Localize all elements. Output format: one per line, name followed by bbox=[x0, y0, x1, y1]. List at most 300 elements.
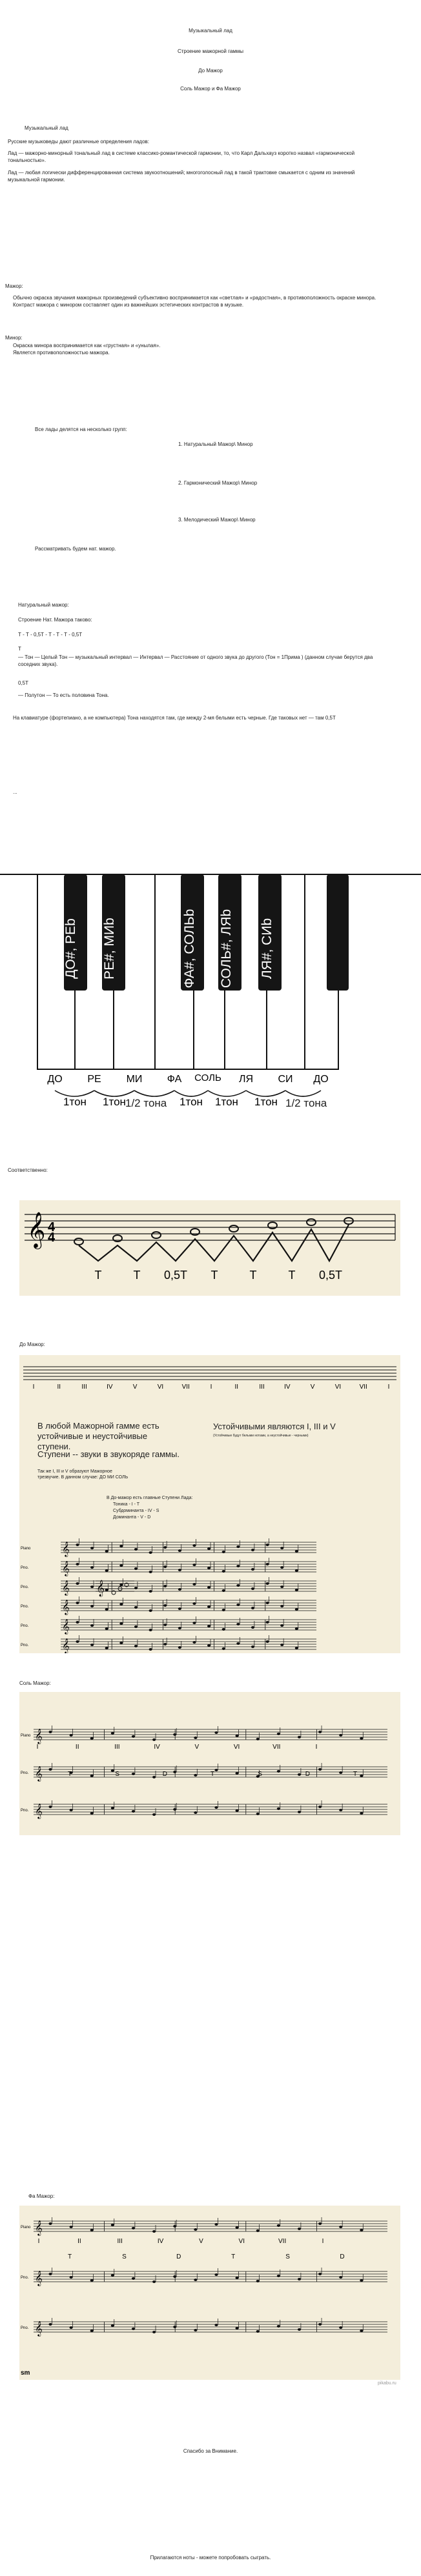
note bbox=[48, 2323, 52, 2326]
staff-label: Piano bbox=[21, 1547, 31, 1551]
note bbox=[173, 2326, 176, 2328]
note bbox=[339, 1809, 342, 1811]
treble-clef-icon: 𝄞 bbox=[35, 2221, 43, 2235]
fa-major-panel bbox=[19, 2206, 400, 2380]
note bbox=[256, 2280, 260, 2282]
note bbox=[76, 1563, 79, 1565]
note bbox=[119, 1622, 123, 1625]
scale-formula: Т - Т - 0,5Т - Т - Т - Т - 0,5Т bbox=[18, 632, 83, 638]
note bbox=[360, 1775, 363, 1777]
section-heading: Натуральный мажор: bbox=[18, 602, 69, 608]
note bbox=[207, 1586, 211, 1589]
note bbox=[251, 1568, 254, 1571]
note bbox=[163, 1643, 167, 1645]
note bbox=[360, 2329, 363, 2332]
note bbox=[70, 2226, 73, 2228]
note bbox=[119, 1603, 123, 1605]
roman-numeral: I bbox=[32, 1384, 35, 1391]
note bbox=[339, 1734, 342, 1736]
term: Т bbox=[18, 646, 21, 652]
note bbox=[90, 2329, 94, 2332]
note bbox=[48, 1731, 52, 1733]
note bbox=[192, 1622, 196, 1624]
roman-numeral: IV bbox=[284, 1384, 291, 1391]
roman-numeral: I bbox=[387, 1384, 390, 1391]
note bbox=[192, 1583, 196, 1585]
note bbox=[214, 2223, 218, 2226]
note bbox=[70, 2326, 73, 2329]
note bbox=[134, 1587, 138, 1589]
note bbox=[236, 1584, 240, 1587]
paragraph: Доминанта - V - D bbox=[113, 1515, 151, 1520]
note bbox=[256, 1813, 260, 1815]
list-item: 3. Мелодический Мажор\ Минор bbox=[178, 517, 256, 523]
note bbox=[236, 1809, 239, 1812]
note bbox=[134, 1645, 138, 1647]
section-heading: Мажор: bbox=[5, 283, 23, 289]
sol-major-panel bbox=[19, 1692, 400, 1835]
key-label: ЛЯ bbox=[238, 1074, 254, 1085]
paragraph: Окраска минора воспринимается как «грустная» и «унылая». bbox=[13, 343, 161, 348]
roman-numeral: I bbox=[210, 1384, 212, 1391]
roman-numeral: S bbox=[258, 1771, 263, 1778]
note bbox=[119, 1584, 123, 1586]
note bbox=[360, 1737, 363, 1740]
note bbox=[134, 1625, 138, 1628]
key-label: ДО bbox=[313, 1074, 329, 1085]
roman-numeral: I bbox=[322, 2238, 324, 2245]
staff-label: Pno. bbox=[21, 1605, 29, 1609]
note bbox=[360, 2229, 363, 2231]
note bbox=[132, 1810, 135, 1813]
note bbox=[149, 1571, 152, 1573]
note bbox=[251, 1626, 254, 1629]
note bbox=[163, 1565, 167, 1568]
interval-label: 0,5Т bbox=[318, 1269, 343, 1282]
black-key-label: ДО#, РЕb bbox=[63, 918, 78, 979]
roman-numeral: VII bbox=[359, 1384, 367, 1391]
roman-numeral: T bbox=[353, 1771, 358, 1778]
treble-clef-icon: 𝄞 bbox=[35, 2322, 43, 2336]
note bbox=[298, 1811, 301, 1813]
paragraph: — Тон — Целый Тон — музыкальный интервал — Интервал — Расстояние от одного звука до другого (Тон = 1Прима ) (данном случае берутся два соседних звука). bbox=[18, 654, 373, 667]
note bbox=[119, 1545, 123, 1547]
page-subtitle: Соль Мажор и Фа Мажор bbox=[180, 86, 241, 92]
roman-numeral: D bbox=[176, 2253, 181, 2260]
note bbox=[295, 1608, 298, 1611]
corner-mark: sm bbox=[21, 2370, 30, 2377]
note bbox=[149, 1648, 152, 1651]
fa-major-staves bbox=[21, 2217, 387, 2337]
key-label: СИ bbox=[278, 1074, 293, 1085]
note bbox=[105, 1550, 108, 1553]
note bbox=[111, 2224, 114, 2226]
note bbox=[152, 2230, 156, 2233]
note bbox=[192, 1564, 196, 1566]
note bbox=[134, 1567, 138, 1570]
note bbox=[90, 1605, 94, 1607]
roman-numeral: IV bbox=[107, 1384, 113, 1391]
note bbox=[207, 1547, 211, 1550]
treble-clef-icon: 𝄞 bbox=[62, 1600, 70, 1615]
note bbox=[277, 1770, 280, 1773]
roman-numeral: VI bbox=[233, 1744, 240, 1751]
paragraph: Так же I, III и V образуют Мажорное трезвучие. В данном случае: ДО МИ СОЛЬ bbox=[37, 1469, 128, 1480]
roman-numeral: II bbox=[57, 1384, 61, 1391]
note bbox=[178, 1588, 181, 1591]
roman-numeral: VII bbox=[278, 2238, 287, 2245]
staff-label: Pno. bbox=[21, 2276, 29, 2280]
treble-clef-icon: 𝄞 bbox=[62, 1581, 70, 1595]
staff-label: Pno. bbox=[21, 1771, 29, 1775]
note bbox=[132, 1735, 135, 1738]
note bbox=[90, 1547, 94, 1549]
staff-label: Pno. bbox=[21, 1566, 29, 1570]
note bbox=[134, 1606, 138, 1609]
piano-black-key bbox=[327, 874, 349, 991]
note bbox=[295, 1627, 298, 1630]
staff-label: Pno. bbox=[21, 2326, 29, 2330]
note bbox=[280, 1566, 283, 1569]
note bbox=[236, 1772, 239, 1775]
note bbox=[298, 2228, 301, 2230]
note bbox=[280, 1547, 283, 1549]
note bbox=[173, 2275, 176, 2278]
note bbox=[277, 2224, 280, 2227]
note bbox=[48, 2273, 52, 2275]
interval-label: Т bbox=[133, 1269, 141, 1282]
note bbox=[90, 1644, 94, 1646]
note bbox=[194, 1736, 197, 1739]
black-key-label: РЕ#, МИb bbox=[102, 918, 117, 980]
scale-note bbox=[74, 1238, 83, 1245]
interval-label: 1/2 тона bbox=[125, 1097, 167, 1109]
note bbox=[132, 1773, 135, 1775]
note bbox=[266, 1563, 269, 1565]
note bbox=[339, 2226, 342, 2228]
note bbox=[178, 1627, 181, 1629]
scale-strip bbox=[19, 1200, 400, 1296]
note bbox=[76, 1602, 79, 1604]
interval-label: Т bbox=[211, 1269, 218, 1282]
note bbox=[119, 1642, 123, 1644]
note bbox=[266, 1544, 269, 1546]
paragraph: Соответственно: bbox=[8, 1167, 48, 1173]
roman-numeral: II bbox=[75, 1744, 79, 1751]
note bbox=[76, 1621, 79, 1624]
note bbox=[90, 2229, 94, 2231]
treble-clef-icon: 𝄞 bbox=[35, 1729, 43, 1744]
roman-numeral: S bbox=[115, 1771, 120, 1778]
treble-clef-icon: 𝄞 bbox=[35, 2271, 43, 2286]
note bbox=[214, 1806, 218, 1809]
list-item: 1. Натуральный Мажор\ Минор bbox=[178, 441, 253, 447]
note bbox=[251, 1645, 254, 1648]
staff-label: Piano bbox=[21, 2226, 31, 2229]
note bbox=[277, 1733, 280, 1735]
note bbox=[214, 2324, 218, 2326]
treble-clef-icon: 𝄞 bbox=[62, 1639, 70, 1653]
note bbox=[277, 1807, 280, 1810]
note bbox=[132, 2328, 135, 2330]
note bbox=[111, 1732, 114, 1735]
note bbox=[194, 2329, 197, 2331]
note bbox=[90, 1775, 94, 1777]
note bbox=[90, 1737, 94, 1740]
note bbox=[360, 2279, 363, 2282]
page-subtitle: Строение мажорной гаммы bbox=[177, 48, 244, 54]
note bbox=[277, 2275, 280, 2277]
note bbox=[90, 1812, 94, 1815]
note bbox=[149, 1629, 152, 1631]
svg-text:4: 4 bbox=[48, 1231, 56, 1245]
note bbox=[105, 1608, 108, 1611]
note bbox=[163, 1624, 167, 1626]
treble-clef-icon: 𝄞 bbox=[35, 1804, 43, 1818]
roman-numeral: I bbox=[36, 1744, 39, 1751]
note bbox=[222, 1647, 225, 1650]
roman-numeral: V bbox=[310, 1384, 315, 1391]
note bbox=[90, 1566, 94, 1569]
note bbox=[173, 1808, 176, 1811]
key-label: МИ bbox=[126, 1074, 143, 1085]
note bbox=[295, 1589, 298, 1591]
roman-numeral: IV bbox=[154, 1744, 160, 1751]
note bbox=[134, 1548, 138, 1551]
treble-clef-icon: 𝄞 bbox=[96, 1580, 105, 1596]
note bbox=[76, 1640, 79, 1643]
note bbox=[173, 2225, 176, 2228]
staff-label: Piano bbox=[21, 1734, 31, 1738]
roman-numeral: III bbox=[114, 1744, 120, 1751]
note bbox=[280, 1605, 283, 1607]
note bbox=[251, 1587, 254, 1590]
roman-numeral: D bbox=[305, 1771, 310, 1778]
note bbox=[178, 1646, 181, 1649]
note bbox=[178, 1607, 181, 1610]
note bbox=[298, 2328, 301, 2331]
roman-numeral: S bbox=[122, 2253, 127, 2260]
interval-label: 1тон bbox=[63, 1096, 87, 1107]
note bbox=[76, 1582, 79, 1585]
note bbox=[236, 1623, 240, 1625]
note bbox=[90, 1585, 94, 1588]
roman-numeral: I bbox=[37, 2238, 40, 2245]
roman-numeral: VI bbox=[334, 1384, 342, 1391]
note bbox=[339, 2276, 342, 2279]
piano-diagram bbox=[0, 836, 421, 1107]
list-item: 2. Гармонический Мажор\ Минор bbox=[178, 480, 258, 486]
paragraph: В любой Мажорной гамме есть устойчивые и неустойчивые ступени. bbox=[37, 1421, 159, 1451]
note bbox=[318, 2222, 322, 2225]
interval-label: Т bbox=[249, 1269, 257, 1282]
paragraph: Все лады делятся на несколько групп: bbox=[35, 427, 127, 432]
note bbox=[298, 2278, 301, 2280]
note bbox=[222, 1551, 225, 1553]
note bbox=[298, 1736, 301, 1738]
roman-numeral: S bbox=[285, 2253, 290, 2260]
note bbox=[222, 1628, 225, 1631]
key-label: РЕ bbox=[87, 1074, 101, 1085]
note bbox=[70, 1734, 73, 1736]
note bbox=[280, 1624, 283, 1627]
closing-text: Спасибо за Внимание. bbox=[183, 2448, 238, 2454]
note bbox=[277, 2325, 280, 2328]
note bbox=[266, 1582, 269, 1585]
note bbox=[149, 1609, 152, 1612]
key-label: СОЛЬ bbox=[194, 1072, 221, 1083]
note bbox=[222, 1589, 225, 1592]
roman-numeral: II bbox=[77, 2238, 81, 2245]
note bbox=[222, 1609, 225, 1611]
note bbox=[119, 1564, 123, 1567]
staff-label: Pno. bbox=[21, 1809, 29, 1813]
note bbox=[105, 1627, 108, 1630]
note bbox=[178, 1549, 181, 1552]
note bbox=[178, 1569, 181, 1571]
interval-label: 1тон bbox=[180, 1096, 203, 1107]
roman-numeral: VI bbox=[238, 2238, 245, 2245]
treble-clef-icon: 𝄞 bbox=[27, 1213, 46, 1247]
roman-numeral: VI bbox=[157, 1384, 164, 1391]
note bbox=[339, 2326, 342, 2329]
note bbox=[214, 1769, 218, 1771]
note bbox=[295, 1647, 298, 1649]
key-label: ФА bbox=[167, 1074, 182, 1085]
note bbox=[173, 1733, 176, 1736]
white-key-labels bbox=[47, 1072, 328, 1085]
note bbox=[207, 1605, 211, 1608]
staff-label: Pno. bbox=[21, 1644, 29, 1647]
roman-numeral: T bbox=[210, 1771, 215, 1778]
note bbox=[360, 1812, 363, 1815]
scale-note bbox=[307, 1219, 316, 1225]
interval-label: 0,5Т bbox=[163, 1269, 188, 1282]
note bbox=[48, 1768, 52, 1771]
note bbox=[236, 2327, 239, 2329]
paragraph: — Полутон — То есть половина Тона. bbox=[18, 692, 109, 698]
paragraph: Тоника - I - T bbox=[113, 1502, 140, 1507]
treble-clef-icon: 𝄞 bbox=[62, 1542, 70, 1556]
watermark: pikabu.ru bbox=[378, 2381, 396, 2386]
paragraph: В До-мажор есть главные Ступени Лада: bbox=[107, 1496, 193, 1500]
sol-major-staves bbox=[21, 1726, 387, 1819]
note bbox=[207, 1625, 211, 1627]
note bbox=[295, 1550, 298, 1553]
roman-numeral: III bbox=[81, 1384, 87, 1391]
note bbox=[256, 2330, 260, 2333]
note bbox=[280, 1644, 283, 1646]
note bbox=[318, 2323, 322, 2326]
paragraph: Обычно окраска звучания мажорных произведений субъективно воспринимается как «светлая» и «радостная», в противоположность окраске минора. Контраст мажора с минором составляет один из важнейших эстетических контрастов в музыке. bbox=[13, 295, 376, 308]
treble-clef-icon: 𝄞 bbox=[35, 1767, 43, 1781]
scale-notes bbox=[74, 1218, 353, 1245]
roman-numeral: VII bbox=[272, 1744, 281, 1751]
note bbox=[194, 2279, 197, 2281]
interval-label: 1тон bbox=[254, 1096, 278, 1107]
staff-label: Pno. bbox=[21, 1624, 29, 1628]
note bbox=[318, 1731, 322, 1733]
paragraph: Субдоминанта - IV - S bbox=[113, 1509, 159, 1513]
note bbox=[236, 2277, 239, 2279]
note bbox=[280, 1585, 283, 1588]
note bbox=[194, 1774, 197, 1776]
note bbox=[152, 1776, 156, 1778]
roman-numeral: IV bbox=[157, 2238, 164, 2245]
note bbox=[48, 1806, 52, 1808]
note bbox=[90, 2279, 94, 2282]
note bbox=[111, 1807, 114, 1809]
note bbox=[236, 1565, 240, 1567]
term: 0,5Т bbox=[18, 680, 29, 686]
note bbox=[207, 1567, 211, 1569]
interval-label: 1тон bbox=[103, 1096, 126, 1107]
scale-note bbox=[152, 1232, 161, 1238]
note bbox=[207, 1644, 211, 1647]
note bbox=[339, 1771, 342, 1774]
note bbox=[70, 2276, 73, 2279]
note bbox=[236, 1642, 240, 1645]
note bbox=[222, 1570, 225, 1573]
note bbox=[163, 1585, 167, 1587]
section-heading: Соль Мажор: bbox=[19, 1680, 51, 1686]
note bbox=[105, 1647, 108, 1649]
roman-numeral: VII bbox=[181, 1384, 190, 1391]
treble-clef-icon: 𝄞 bbox=[62, 1620, 70, 1634]
note bbox=[318, 1768, 322, 1771]
roman-numeral: III bbox=[259, 1384, 265, 1391]
roman-numeral: III bbox=[117, 2238, 123, 2245]
roman-numeral: V bbox=[199, 2238, 203, 2245]
paragraph: Лад — мажорно-минорный тональный лад в системе классико-романтической гармонии, то, что Карл Дальхауз коротко назвал «гармонической тональностью». bbox=[8, 150, 355, 163]
note bbox=[236, 1604, 240, 1606]
roman-numeral: D bbox=[340, 2253, 345, 2260]
note bbox=[236, 1735, 239, 1737]
note bbox=[256, 2229, 260, 2232]
note bbox=[214, 1731, 218, 1734]
note bbox=[194, 1811, 197, 1814]
black-key-label: ЛЯ#, СИb bbox=[260, 918, 274, 980]
paragraph: Лад — любая логически дифференцированная система звукоотношений; многоголосный лад в такой трактовке смыкается с одним из значений музыкальной гармонии. bbox=[8, 170, 355, 183]
note bbox=[132, 2227, 135, 2229]
section-heading: Фа Мажор: bbox=[28, 2193, 55, 2199]
note bbox=[266, 1602, 269, 1604]
note bbox=[173, 1771, 176, 1773]
note bbox=[105, 1569, 108, 1572]
note bbox=[149, 1551, 152, 1554]
note bbox=[76, 1544, 79, 1546]
scale-note bbox=[229, 1225, 238, 1232]
paragraph: Строение Нат. Мажора таково: bbox=[18, 617, 92, 623]
note bbox=[236, 1545, 240, 1548]
staff-label: Pno. bbox=[21, 1585, 29, 1589]
paragraph: Ступени -- звуки в звукоряде гаммы. bbox=[37, 1449, 180, 1459]
note bbox=[132, 2277, 135, 2280]
roman-numeral: V bbox=[194, 1744, 200, 1751]
note bbox=[111, 2274, 114, 2277]
note bbox=[192, 1641, 196, 1644]
key-label: ДО bbox=[47, 1074, 63, 1085]
paragraph: Устойчивыми являются I, III и V bbox=[213, 1422, 336, 1431]
note bbox=[149, 1590, 152, 1593]
paragraph: Является противоположностью мажора. bbox=[13, 350, 110, 356]
paragraph: На клавиатуре (фортепиано, а не компьютера) Тона находятся там, где между 2-мя белыми есть черные. Где таковых нет — там 0,5Т bbox=[13, 715, 336, 721]
note bbox=[318, 2273, 322, 2275]
do-major-staves bbox=[21, 1538, 316, 1653]
page-title: Музыкальный лад bbox=[189, 28, 232, 34]
roman-numeral: V bbox=[132, 1384, 138, 1391]
paragraph: Русские музыковеды дают различные определения ладов: bbox=[8, 139, 149, 145]
